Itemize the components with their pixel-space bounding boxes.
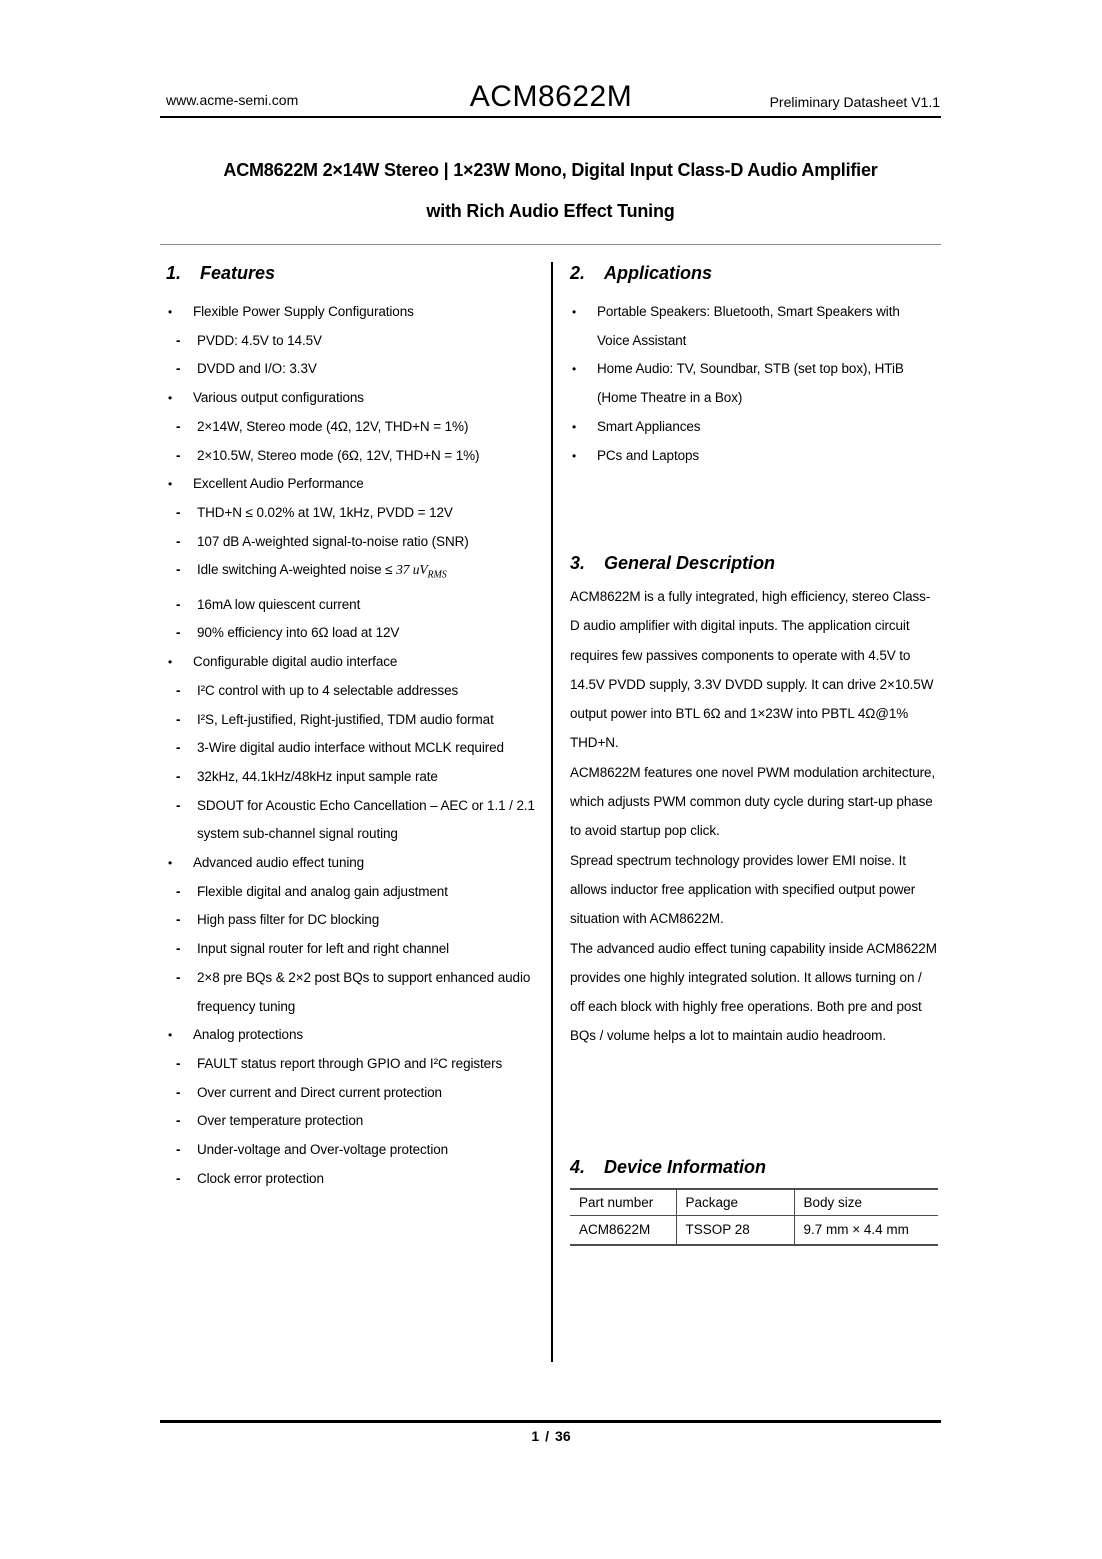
application-text: Smart Appliances bbox=[597, 418, 701, 434]
title-divider bbox=[160, 244, 941, 245]
list-item bbox=[166, 1107, 544, 1136]
application-text-continuation: Voice Assistant bbox=[597, 332, 687, 348]
section-title: Features bbox=[200, 263, 276, 283]
list-item bbox=[166, 470, 544, 499]
application-text-continuation: (Home Theatre in a Box) bbox=[597, 390, 743, 406]
list-item bbox=[166, 298, 544, 327]
description-paragraph: ACM8622M features one novel PWM modulation architecture, which adjusts PWM common duty cycle during start-up phase to avoid startup pop click. bbox=[570, 764, 936, 839]
dash-icon: - bbox=[176, 596, 181, 612]
application-text: Home Audio: TV, Soundbar, STB (set top box), HTiB bbox=[597, 361, 904, 377]
bullet-icon: • bbox=[168, 1028, 173, 1043]
dash-icon: - bbox=[176, 625, 181, 641]
description-paragraph: ACM8622M is a fully integrated, high efficiency, stereo Class-D audio amplifier with digital inputs. The application circuit requires few passives components to operate with 4.5V to 14.5V PVDD supply, 3.3V DVDD supply. It can drive 2×10.5W output power into BTL 6Ω and 1×23W into PBTL 4Ω@1% THD+N. bbox=[570, 589, 934, 751]
feature-text: 107 dB A-weighted signal-to-noise ratio (SNR) bbox=[197, 533, 469, 549]
header-divider bbox=[160, 116, 941, 118]
feature-text: 2×10.5W, Stereo mode (6Ω, 12V, THD+N = 1%) bbox=[197, 447, 480, 463]
feature-text-math: 37 uV bbox=[396, 562, 428, 578]
dash-icon: - bbox=[176, 711, 181, 727]
list-item bbox=[166, 327, 544, 356]
section-applications bbox=[570, 260, 938, 470]
dash-icon: - bbox=[176, 682, 181, 698]
list-item bbox=[166, 1136, 544, 1165]
feature-text: I²S, Left-justified, Right-justified, TDM audio format bbox=[197, 711, 494, 727]
feature-text: 3-Wire digital audio interface without MCLK required bbox=[197, 740, 504, 756]
general-description-heading bbox=[570, 550, 938, 576]
dash-icon: - bbox=[176, 533, 181, 549]
feature-text: I²C control with up to 4 selectable addresses bbox=[197, 682, 459, 698]
dash-icon: - bbox=[176, 332, 181, 348]
page-separator: / bbox=[545, 1428, 550, 1444]
description-paragraph: Spread spectrum technology provides lower EMI noise. It allows inductor free application with specified output power situation with ACM8622M. bbox=[570, 852, 916, 927]
list-item bbox=[166, 442, 544, 471]
dash-icon: - bbox=[176, 1113, 181, 1129]
feature-text-subscript: RMS bbox=[427, 570, 447, 582]
list-item bbox=[166, 413, 544, 442]
bullet-icon: • bbox=[572, 362, 577, 377]
list-item bbox=[166, 792, 544, 849]
header-part-number: ACM8622M bbox=[469, 80, 633, 113]
device-information-heading bbox=[570, 1154, 938, 1180]
current-page: 1 bbox=[531, 1428, 540, 1444]
list-item bbox=[166, 706, 544, 735]
list-item bbox=[570, 298, 938, 355]
section-device-information bbox=[570, 1154, 938, 1246]
feature-text-continuation: frequency tuning bbox=[197, 998, 296, 1014]
features-heading bbox=[166, 260, 544, 286]
feature-text: 2×8 pre BQs & 2×2 post BQs to support enhanced audio bbox=[197, 969, 531, 985]
website-link[interactable]: www.acme-semi.com bbox=[166, 92, 299, 108]
list-item bbox=[166, 619, 544, 648]
list-item bbox=[166, 355, 544, 384]
table-header-package: Package bbox=[676, 1189, 794, 1215]
list-item bbox=[166, 878, 544, 907]
dash-icon: - bbox=[176, 418, 181, 434]
list-item bbox=[166, 556, 544, 590]
feature-text: 90% efficiency into 6Ω load at 12V bbox=[197, 625, 400, 641]
dash-icon: - bbox=[176, 912, 181, 928]
application-text: Portable Speakers: Bluetooth, Smart Speakers with bbox=[597, 304, 900, 319]
feature-text: Input signal router for left and right channel bbox=[197, 941, 450, 957]
page-indicator bbox=[0, 1428, 1102, 1444]
dash-icon: - bbox=[176, 1170, 181, 1186]
cell-part-number: ACM8622M bbox=[579, 1222, 651, 1238]
bullet-icon: • bbox=[572, 419, 577, 434]
list-item bbox=[166, 648, 544, 677]
title-line-1: ACM8622M 2×14W Stereo | 1×23W Mono, Digital Input Class-D Audio Amplifier bbox=[223, 160, 878, 180]
section-number: 2. bbox=[570, 263, 586, 283]
applications-list bbox=[570, 298, 938, 470]
list-item bbox=[166, 591, 544, 620]
table-header-body-size: Body size bbox=[794, 1189, 938, 1215]
feature-text: FAULT status report through GPIO and I²C registers bbox=[197, 1055, 503, 1071]
feature-text: Flexible Power Supply Configurations bbox=[193, 304, 414, 319]
bullet-icon: • bbox=[168, 305, 173, 319]
section-number: 3. bbox=[570, 553, 586, 573]
feature-text: 2×14W, Stereo mode (4Ω, 12V, THD+N = 1%) bbox=[197, 418, 469, 434]
feature-text bbox=[197, 556, 544, 590]
header-version-label: Preliminary Datasheet V1.1 bbox=[769, 94, 940, 110]
section-title: Device Information bbox=[604, 1157, 767, 1177]
feature-text: 16mA low quiescent current bbox=[197, 596, 361, 612]
feature-text: Advanced audio effect tuning bbox=[193, 855, 365, 871]
dash-icon: - bbox=[176, 361, 181, 377]
section-number: 1. bbox=[166, 263, 182, 283]
bullet-icon: • bbox=[572, 448, 577, 463]
list-item bbox=[166, 1050, 544, 1079]
feature-text: Various output configurations bbox=[193, 390, 364, 406]
dash-icon: - bbox=[176, 1142, 181, 1158]
dash-icon: - bbox=[176, 504, 181, 520]
feature-text: Configurable digital audio interface bbox=[193, 654, 398, 670]
column-divider bbox=[551, 262, 553, 1362]
bullet-icon: • bbox=[168, 477, 173, 492]
feature-text: 32kHz, 44.1kHz/48kHz input sample rate bbox=[197, 768, 438, 784]
document-title bbox=[160, 150, 941, 232]
table-row bbox=[570, 1215, 938, 1245]
list-item bbox=[570, 355, 938, 412]
features-list bbox=[166, 298, 544, 1193]
feature-text: Under-voltage and Over-voltage protection bbox=[197, 1142, 449, 1158]
list-item bbox=[166, 1165, 544, 1194]
cell-package: TSSOP 28 bbox=[676, 1215, 794, 1245]
table-header-part-number: Part number bbox=[579, 1194, 654, 1210]
list-item bbox=[166, 763, 544, 792]
cell-body-size: 9.7 mm × 4.4 mm bbox=[794, 1215, 938, 1245]
dash-icon: - bbox=[176, 941, 181, 957]
total-pages: 36 bbox=[555, 1428, 571, 1444]
dash-icon: - bbox=[176, 969, 181, 985]
list-item bbox=[166, 964, 544, 1021]
list-item bbox=[166, 528, 544, 557]
feature-text: Analog protections bbox=[193, 1027, 304, 1043]
feature-text: PVDD: 4.5V to 14.5V bbox=[197, 332, 322, 348]
footer-divider bbox=[160, 1420, 941, 1423]
list-item bbox=[166, 677, 544, 706]
list-item bbox=[570, 442, 938, 471]
section-title: General Description bbox=[604, 553, 776, 573]
feature-text: THD+N ≤ 0.02% at 1W, 1kHz, PVDD = 12V bbox=[197, 504, 453, 520]
feature-text: High pass filter for DC blocking bbox=[197, 912, 380, 928]
feature-text: Over current and Direct current protection bbox=[197, 1084, 442, 1100]
list-item bbox=[570, 413, 938, 442]
feature-text-plain: Idle switching A-weighted noise ≤ bbox=[197, 562, 397, 578]
list-item bbox=[166, 1079, 544, 1108]
title-line-2: with Rich Audio Effect Tuning bbox=[426, 201, 675, 221]
feature-text: Flexible digital and analog gain adjustment bbox=[197, 883, 448, 899]
list-item bbox=[166, 384, 544, 413]
list-item bbox=[166, 499, 544, 528]
list-item bbox=[166, 734, 544, 763]
dash-icon: - bbox=[176, 797, 181, 813]
section-features bbox=[166, 260, 544, 1193]
dash-icon: - bbox=[176, 562, 181, 578]
dash-icon: - bbox=[176, 447, 181, 463]
feature-text: SDOUT for Acoustic Echo Cancellation – AEC or 1.1 / 2.1 bbox=[197, 797, 535, 813]
bullet-icon: • bbox=[572, 305, 577, 319]
list-item bbox=[166, 1021, 544, 1050]
list-item bbox=[166, 906, 544, 935]
dash-icon: - bbox=[176, 1084, 181, 1100]
bullet-icon: • bbox=[168, 391, 173, 406]
device-info-table bbox=[570, 1188, 938, 1246]
dash-icon: - bbox=[176, 1055, 181, 1071]
feature-text-continuation: system sub-channel signal routing bbox=[197, 826, 398, 842]
bullet-icon: • bbox=[168, 655, 173, 670]
bullet-icon: • bbox=[168, 856, 173, 871]
section-number: 4. bbox=[570, 1157, 586, 1177]
dash-icon: - bbox=[176, 740, 181, 756]
section-general-description bbox=[570, 550, 938, 1051]
description-paragraph: The advanced audio effect tuning capability inside ACM8622M provides one highly integrated solution. It allows turning on / off each block with highly free operations. Both pre and post BQs / volume helps a lot to maintain audio headroom. bbox=[570, 940, 937, 1044]
feature-text: Clock error protection bbox=[197, 1170, 324, 1186]
feature-text: Over temperature protection bbox=[197, 1113, 364, 1129]
list-item bbox=[166, 935, 544, 964]
dash-icon: - bbox=[176, 768, 181, 784]
list-item bbox=[166, 849, 544, 878]
dash-icon: - bbox=[176, 883, 181, 899]
section-title: Applications bbox=[604, 263, 713, 283]
feature-text: DVDD and I/O: 3.3V bbox=[197, 361, 317, 377]
table-header-row bbox=[570, 1189, 938, 1215]
applications-heading bbox=[570, 260, 938, 286]
feature-text: Excellent Audio Performance bbox=[193, 476, 364, 492]
application-text: PCs and Laptops bbox=[597, 447, 700, 463]
